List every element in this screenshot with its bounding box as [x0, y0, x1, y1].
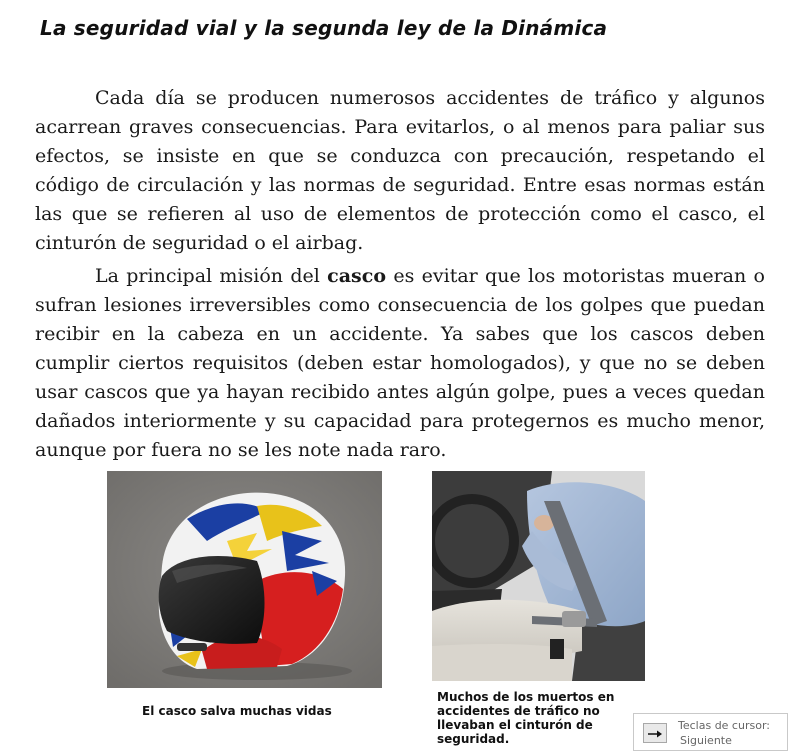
keyboard-nav-hint[interactable]	[633, 713, 788, 751]
nav-next-label[interactable]: Siguiente	[680, 734, 732, 747]
seatbelt-caption: Muchos de los muertos en accidentes de tráfico no llevaban el cinturón de seguridad.	[437, 690, 615, 746]
bold-term-casco: casco	[327, 265, 386, 287]
paragraph-2: La principal misión del casco es evitar que los motoristas mueran o sufran lesiones irreversibles como consecuencia de los golpes que puedan recibir en la cabeza en un accidente. Ya sabes que los cascos deben cumplir ciertos requisitos (deben estar homologados), y que no se deben usar cascos que ya hayan recibido antes algún golpe, pues a veces quedan dañados interiormente y su capacidad para protegernos es mucho menor, aunque por fuera no se les note nada raro.	[35, 265, 765, 461]
helmet-photo	[107, 471, 382, 688]
page-title: La seguridad vial y la segunda ley de la Dinámica	[40, 16, 608, 40]
seatbelt-photo	[432, 471, 645, 681]
right-arrow-key-icon[interactable]	[643, 723, 667, 743]
body-text	[35, 84, 765, 465]
nav-hint-label: Teclas de cursor:	[678, 719, 770, 732]
helmet-caption: El casco salva muchas vidas	[142, 704, 332, 718]
paragraph-1: Cada día se producen numerosos accidentes de tráfico y algunos acarrean graves consecuencias. Para evitarlos, o al menos para paliar sus efectos, se insiste en que se conduzca con precaución, respetando el código de circulación y las normas de seguridad. Entre esas normas están las que se refieren al uso de elementos de protección como el casco, el cinturón de seguridad o el airbag.	[35, 87, 765, 254]
